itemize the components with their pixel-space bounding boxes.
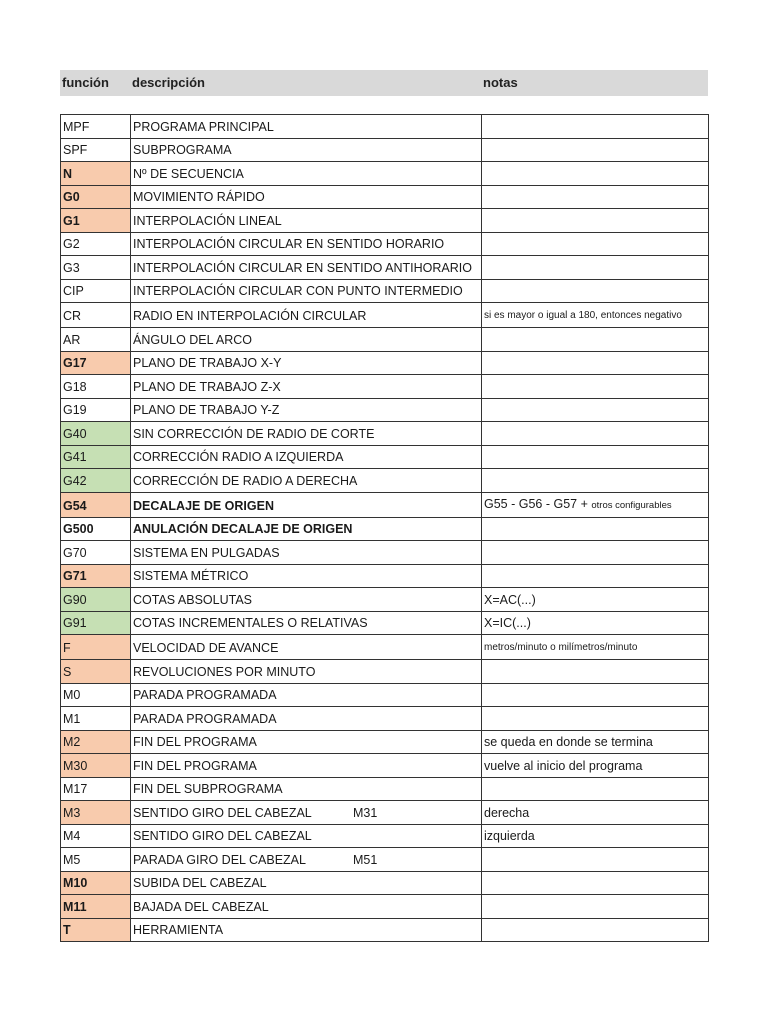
function-code-cell: T bbox=[61, 918, 131, 942]
table-row bbox=[61, 707, 709, 731]
function-code-cell: M10 bbox=[61, 871, 131, 895]
notes-cell bbox=[482, 824, 709, 848]
table-row bbox=[61, 564, 709, 588]
description-cell bbox=[131, 115, 482, 139]
function-code-cell: M30 bbox=[61, 754, 131, 778]
notes-cell bbox=[482, 871, 709, 895]
table-row bbox=[61, 469, 709, 493]
description-cell bbox=[131, 303, 482, 328]
table-row bbox=[61, 517, 709, 541]
header-function: función bbox=[62, 75, 109, 90]
function-code-cell: M17 bbox=[61, 777, 131, 801]
notes-cell bbox=[482, 138, 709, 162]
notes-cell bbox=[482, 398, 709, 422]
description-text: PARADA PROGRAMADA bbox=[133, 688, 277, 702]
table-row bbox=[61, 730, 709, 754]
table-row bbox=[61, 232, 709, 256]
description-cell bbox=[131, 351, 482, 375]
description-text: FIN DEL PROGRAMA bbox=[133, 735, 257, 749]
description-text: INTERPOLACIÓN CIRCULAR EN SENTIDO ANTIHORARIO bbox=[133, 260, 472, 275]
description-cell bbox=[131, 564, 482, 588]
description-cell bbox=[131, 660, 482, 684]
function-code-cell: AR bbox=[61, 328, 131, 352]
table-row bbox=[61, 777, 709, 801]
description-cell bbox=[131, 895, 482, 919]
notes-cell bbox=[482, 303, 709, 328]
table-row bbox=[61, 848, 709, 872]
description-cell bbox=[131, 754, 482, 778]
function-code-cell: G71 bbox=[61, 564, 131, 588]
function-code-cell: G1 bbox=[61, 209, 131, 233]
notes-cell bbox=[482, 588, 709, 612]
function-code-cell: G42 bbox=[61, 469, 131, 493]
description-text: COTAS INCREMENTALES O RELATIVAS bbox=[133, 616, 368, 630]
notes-cell bbox=[482, 777, 709, 801]
description-text: INTERPOLACIÓN LINEAL bbox=[133, 213, 282, 228]
note-text: X=AC(...) bbox=[484, 592, 536, 607]
function-code-cell: M3 bbox=[61, 801, 131, 825]
notes-cell bbox=[482, 517, 709, 541]
table-row bbox=[61, 635, 709, 660]
description-text: SUBIDA DEL CABEZAL bbox=[133, 876, 267, 890]
description-cell bbox=[131, 138, 482, 162]
table-header bbox=[60, 70, 708, 96]
function-code-cell: CIP bbox=[61, 279, 131, 303]
function-code-cell: G41 bbox=[61, 445, 131, 469]
description-text: COTAS ABSOLUTAS bbox=[133, 592, 253, 607]
note-suffix-text: otros configurables bbox=[591, 499, 672, 511]
function-code-cell: CR bbox=[61, 303, 131, 328]
description-cell bbox=[131, 375, 482, 399]
notes-cell bbox=[482, 564, 709, 588]
table-row bbox=[61, 351, 709, 375]
function-code-cell: MPF bbox=[61, 115, 131, 139]
description-cell bbox=[131, 777, 482, 801]
description-text: PLANO DE TRABAJO X-Y bbox=[133, 356, 282, 370]
description-cell bbox=[131, 824, 482, 848]
function-code-cell: M1 bbox=[61, 707, 131, 731]
description-cell bbox=[131, 683, 482, 707]
description-text: PLANO DE TRABAJO Y-Z bbox=[133, 403, 280, 417]
function-code-cell: G54 bbox=[61, 492, 131, 517]
description-text: VELOCIDAD DE AVANCE bbox=[133, 641, 279, 655]
description-text: PROGRAMA PRINCIPAL bbox=[133, 119, 274, 134]
description-text: ANULACIÓN DECALAJE DE ORIGEN bbox=[133, 522, 353, 536]
function-code-cell: M0 bbox=[61, 683, 131, 707]
function-code-cell: G0 bbox=[61, 185, 131, 209]
function-code-cell: G18 bbox=[61, 375, 131, 399]
description-cell bbox=[131, 256, 482, 280]
table-row bbox=[61, 895, 709, 919]
description-cell bbox=[131, 848, 482, 872]
description-alt-code: M31 bbox=[353, 805, 378, 820]
function-code-cell: SPF bbox=[61, 138, 131, 162]
function-code-cell: G91 bbox=[61, 611, 131, 635]
table-row bbox=[61, 683, 709, 707]
notes-cell bbox=[482, 541, 709, 565]
description-text: SISTEMA MÉTRICO bbox=[133, 569, 249, 583]
note-text: derecha bbox=[484, 805, 530, 820]
description-cell bbox=[131, 918, 482, 942]
table-row bbox=[61, 256, 709, 280]
table-row bbox=[61, 588, 709, 612]
description-cell bbox=[131, 588, 482, 612]
notes-cell bbox=[482, 162, 709, 186]
table-row bbox=[61, 541, 709, 565]
description-text: REVOLUCIONES POR MINUTO bbox=[133, 664, 316, 679]
function-code-cell: G19 bbox=[61, 398, 131, 422]
description-text: SENTIDO GIRO DEL CABEZAL bbox=[133, 829, 312, 843]
function-code-cell: G90 bbox=[61, 588, 131, 612]
table-row bbox=[61, 918, 709, 942]
description-cell bbox=[131, 492, 482, 517]
notes-cell bbox=[482, 801, 709, 825]
description-text: CORRECCIÓN DE RADIO A DERECHA bbox=[133, 473, 358, 488]
codes-table-body bbox=[61, 115, 709, 942]
function-code-cell: G3 bbox=[61, 256, 131, 280]
function-code-cell: N bbox=[61, 162, 131, 186]
description-cell bbox=[131, 635, 482, 660]
notes-cell bbox=[482, 445, 709, 469]
notes-cell bbox=[482, 279, 709, 303]
function-code-cell: G70 bbox=[61, 541, 131, 565]
description-cell bbox=[131, 328, 482, 352]
function-code-cell: F bbox=[61, 635, 131, 660]
notes-cell bbox=[482, 115, 709, 139]
notes-cell bbox=[482, 185, 709, 209]
description-text: CORRECCIÓN RADIO A IZQUIERDA bbox=[133, 450, 344, 464]
table-row bbox=[61, 824, 709, 848]
table-row bbox=[61, 492, 709, 517]
description-cell bbox=[131, 445, 482, 469]
function-code-cell: S bbox=[61, 660, 131, 684]
notes-cell bbox=[482, 328, 709, 352]
description-text: INTERPOLACIÓN CIRCULAR EN SENTIDO HORARIO bbox=[133, 237, 445, 251]
note-text: se queda en donde se termina bbox=[484, 735, 653, 749]
description-text: RADIO EN INTERPOLACIÓN CIRCULAR bbox=[133, 309, 367, 323]
notes-cell bbox=[482, 469, 709, 493]
note-text: X=IC(...) bbox=[484, 616, 531, 630]
notes-cell bbox=[482, 707, 709, 731]
note-text: G55 - G56 - G57 + bbox=[484, 496, 588, 511]
notes-cell bbox=[482, 683, 709, 707]
table-row bbox=[61, 115, 709, 139]
description-cell bbox=[131, 517, 482, 541]
notes-cell bbox=[482, 232, 709, 256]
table-row bbox=[61, 138, 709, 162]
notes-cell bbox=[482, 918, 709, 942]
notes-cell bbox=[482, 351, 709, 375]
description-alt-code: M51 bbox=[353, 852, 378, 867]
description-text: SUBPROGRAMA bbox=[133, 143, 232, 157]
table-row bbox=[61, 375, 709, 399]
table-row bbox=[61, 328, 709, 352]
notes-cell bbox=[482, 256, 709, 280]
table-row bbox=[61, 422, 709, 446]
table-row bbox=[61, 611, 709, 635]
function-code-cell: G500 bbox=[61, 517, 131, 541]
function-code-cell: G40 bbox=[61, 422, 131, 446]
description-cell bbox=[131, 871, 482, 895]
description-text: Nº DE SECUENCIA bbox=[133, 166, 244, 181]
notes-cell bbox=[482, 611, 709, 635]
description-cell bbox=[131, 469, 482, 493]
table-row bbox=[61, 660, 709, 684]
description-text: MOVIMIENTO RÁPIDO bbox=[133, 190, 265, 204]
notes-cell bbox=[482, 422, 709, 446]
description-text: BAJADA DEL CABEZAL bbox=[133, 899, 269, 914]
description-text: HERRAMIENTA bbox=[133, 923, 224, 937]
notes-cell bbox=[482, 730, 709, 754]
function-code-cell: G2 bbox=[61, 232, 131, 256]
table-row bbox=[61, 398, 709, 422]
description-cell bbox=[131, 398, 482, 422]
codes-table bbox=[60, 114, 709, 942]
notes-cell bbox=[482, 895, 709, 919]
notes-cell bbox=[482, 635, 709, 660]
description-text: PARADA GIRO DEL CABEZAL bbox=[133, 852, 306, 867]
table-row bbox=[61, 279, 709, 303]
description-text: FIN DEL SUBPROGRAMA bbox=[133, 782, 283, 796]
description-text: PARADA PROGRAMADA bbox=[133, 711, 277, 726]
description-cell bbox=[131, 422, 482, 446]
description-cell bbox=[131, 707, 482, 731]
note-text: izquierda bbox=[484, 829, 535, 843]
table-row bbox=[61, 801, 709, 825]
description-cell bbox=[131, 541, 482, 565]
table-row bbox=[61, 871, 709, 895]
table-row bbox=[61, 209, 709, 233]
table-row bbox=[61, 185, 709, 209]
notes-cell bbox=[482, 492, 709, 517]
function-code-cell: M2 bbox=[61, 730, 131, 754]
description-text: PLANO DE TRABAJO Z-X bbox=[133, 379, 281, 394]
description-cell bbox=[131, 185, 482, 209]
table-row bbox=[61, 303, 709, 328]
function-code-cell: M4 bbox=[61, 824, 131, 848]
description-text: FIN DEL PROGRAMA bbox=[133, 758, 257, 773]
description-text: INTERPOLACIÓN CIRCULAR CON PUNTO INTERMEDIO bbox=[133, 284, 463, 298]
description-text: DECALAJE DE ORIGEN bbox=[133, 498, 274, 513]
description-cell bbox=[131, 611, 482, 635]
notes-cell bbox=[482, 848, 709, 872]
description-text: ÁNGULO DEL ARCO bbox=[133, 332, 253, 347]
description-cell bbox=[131, 801, 482, 825]
description-text: SENTIDO GIRO DEL CABEZAL bbox=[133, 805, 312, 820]
function-code-cell: G17 bbox=[61, 351, 131, 375]
description-text: SIN CORRECCIÓN DE RADIO DE CORTE bbox=[133, 426, 375, 441]
notes-cell bbox=[482, 754, 709, 778]
description-text: SISTEMA EN PULGADAS bbox=[133, 545, 280, 560]
description-cell bbox=[131, 279, 482, 303]
note-text: metros/minuto o milímetros/minuto bbox=[484, 642, 638, 653]
table-row bbox=[61, 162, 709, 186]
notes-cell bbox=[482, 375, 709, 399]
notes-cell bbox=[482, 660, 709, 684]
function-code-cell: M11 bbox=[61, 895, 131, 919]
description-cell bbox=[131, 730, 482, 754]
note-text: si es mayor o igual a 180, entonces negativo bbox=[484, 310, 682, 321]
header-notes: notas bbox=[483, 75, 518, 90]
description-cell bbox=[131, 162, 482, 186]
note-text: vuelve al inicio del programa bbox=[484, 758, 643, 773]
notes-cell bbox=[482, 209, 709, 233]
table-row bbox=[61, 445, 709, 469]
header-description: descripción bbox=[132, 75, 205, 90]
description-cell bbox=[131, 232, 482, 256]
description-cell bbox=[131, 209, 482, 233]
function-code-cell: M5 bbox=[61, 848, 131, 872]
table-row bbox=[61, 754, 709, 778]
